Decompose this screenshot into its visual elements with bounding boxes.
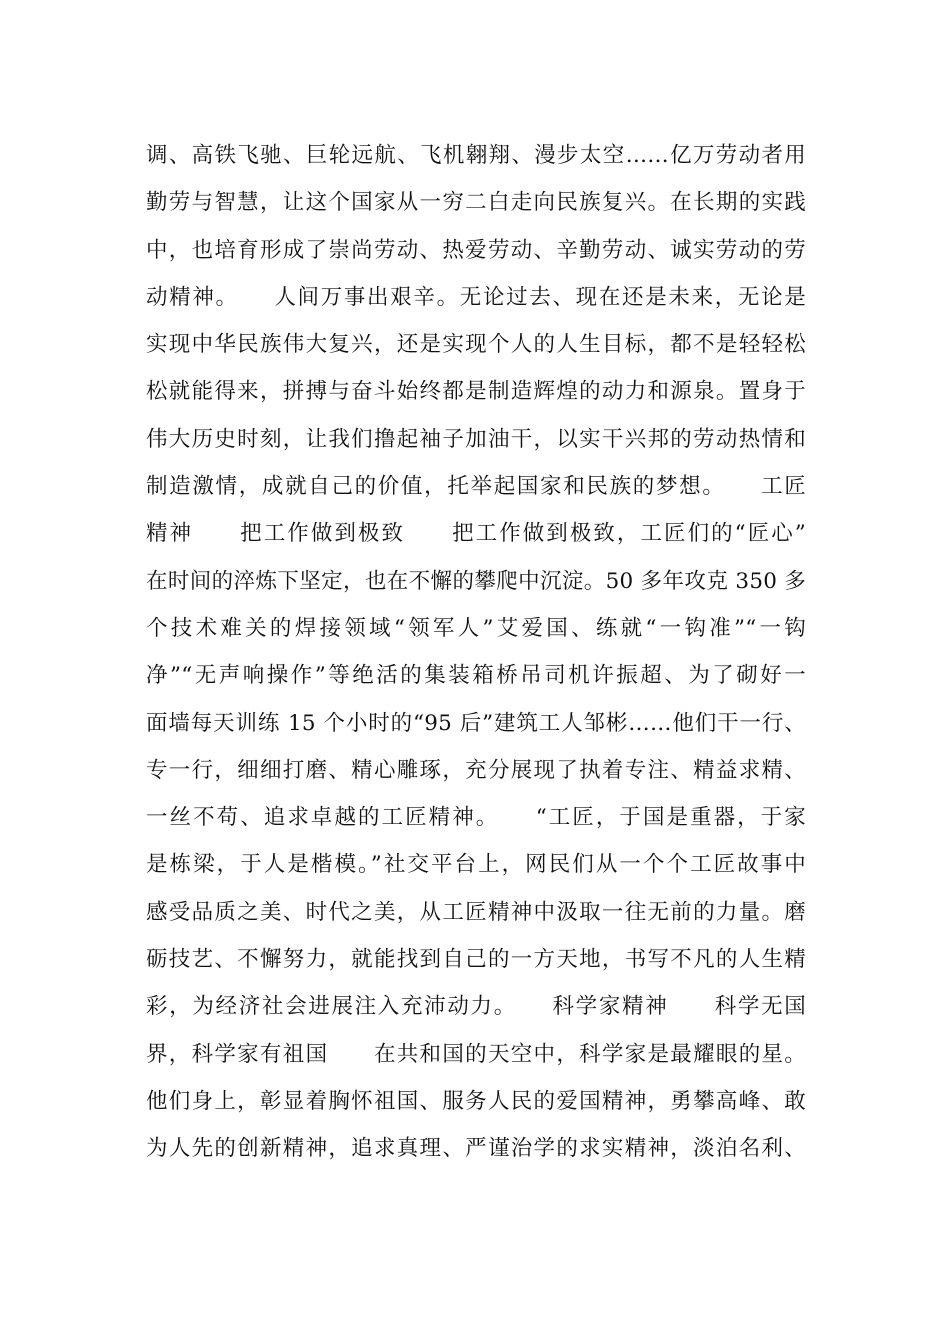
text-line: 彩，为经济社会进展注入充沛动力。 科学家精神 科学无国: [146, 994, 806, 1020]
text-line: 感受品质之美、时代之美，从工匠精神中汲取一往无前的力量。磨: [146, 899, 806, 925]
text-line: 中，也培育形成了崇尚劳动、热爱劳动、辛勤劳动、诚实劳动的劳: [146, 237, 806, 263]
text-line: 他们身上，彰显着胸怀祖国、服务人民的爱国精神，勇攀高峰、敢: [146, 1088, 806, 1114]
text-line: 调、高铁飞驰、巨轮远航、飞机翱翔、漫步太空……亿万劳动者用: [146, 143, 806, 168]
text-line: 为人先的创新精神，追求真理、严谨治学的求实精神，淡泊名利、: [146, 1136, 806, 1162]
text-line: 在时间的淬炼下坚定，也在不懈的攀爬中沉淀。50 多年攻克 350 多: [146, 568, 806, 594]
text-line: 界，科学家有祖国 在共和国的天空中，科学家是最耀眼的星。: [146, 1041, 806, 1067]
text-line: 勤劳与智慧，让这个国家从一穷二白走向民族复兴。在长期的实践: [146, 190, 806, 216]
text-line: 松就能得来，拼搏与奋斗始终都是制造辉煌的动力和源泉。置身于: [146, 379, 806, 405]
text-line: 实现中华民族伟大复兴，还是实现个人的人生目标，都不是轻轻松: [146, 332, 806, 358]
text-line: 砺技艺、不懈努力，就能找到自己的一方天地，书写不凡的人生精: [146, 947, 806, 973]
text-line: 精神 把工作做到极致 把工作做到极致，工匠们的“匠心”: [146, 521, 806, 547]
body-text: [146, 132, 806, 1173]
text-line: 面墙每天训练 15 个小时的“95 后”建筑工人邹彬……他们干一行、: [146, 710, 806, 736]
text-line: 净”“无声响操作”等绝活的集装箱桥吊司机许振超、为了砌好一: [146, 663, 806, 689]
text-line: 专一行，细细打磨、精心雕琢，充分展现了执着专注、精益求精、: [146, 757, 806, 783]
text-line: 是栋梁，于人是楷模。”社交平台上，网民们从一个个工匠故事中: [146, 852, 806, 878]
text-line: 制造激情，成就自己的价值，托举起国家和民族的梦想。 工匠: [146, 474, 806, 500]
text-line: 伟大历史时刻，让我们撸起袖子加油干，以实干兴邦的劳动热情和: [146, 426, 806, 452]
text-line: 一丝不苟、追求卓越的工匠精神。 “工匠，于国是重器，于家: [146, 805, 806, 831]
text-line: 个技术难关的焊接领域“领军人”艾爱国、练就“一钩准”“一钩: [146, 615, 806, 641]
text-line: 动精神。 人间万事出艰辛。无论过去、现在还是未来，无论是: [146, 284, 806, 310]
